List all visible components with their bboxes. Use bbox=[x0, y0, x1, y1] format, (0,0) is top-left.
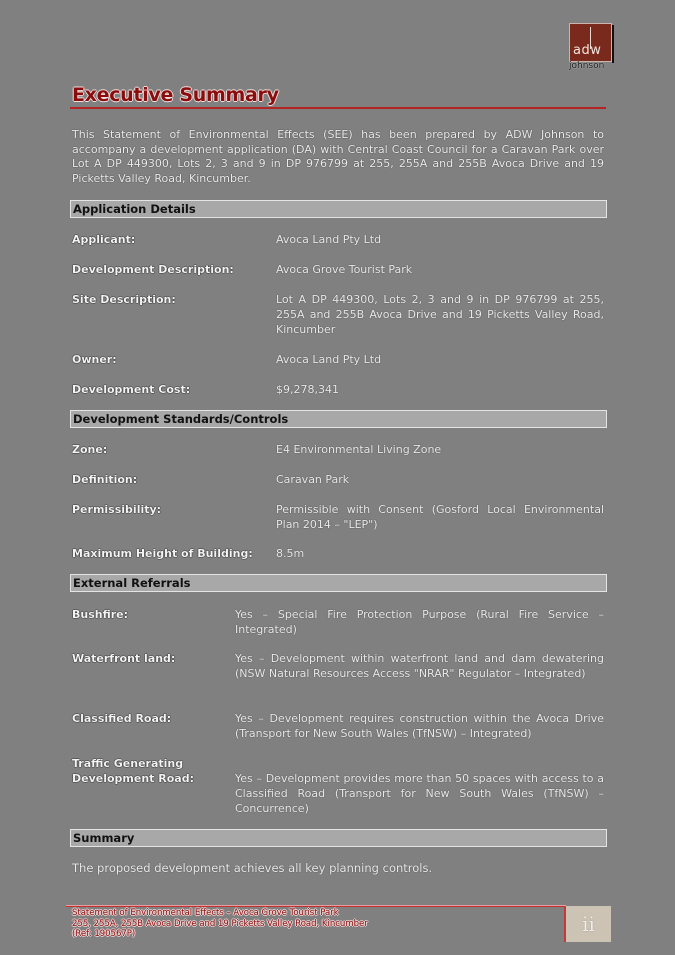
development-cost-value: $9,278,341 bbox=[276, 383, 339, 396]
waterfront-land-value: Yes – Development within waterfront land and dam dewatering (NSW Natural Resources Access "NRAR" Regulator – Integrated) bbox=[235, 652, 604, 680]
permissibility-label: Permissibility: bbox=[72, 503, 162, 516]
definition-label: Definition: bbox=[72, 473, 138, 486]
traffic-generating-value: Yes – Development provides more than 50 spaces with access to a Classified Road (Transport for New South Wales (TfNSW) – Concurrence) bbox=[235, 772, 604, 815]
site-description-value: Lot A DP 449300, Lots 2, 3 and 9 in DP 976799 at 255, 255A and 255B Avoca Drive and 19 Picketts Valley Road, Kincumber bbox=[276, 293, 604, 336]
title-divider bbox=[70, 107, 606, 109]
applicant-label: Applicant: bbox=[72, 233, 136, 246]
max-height-label: Maximum Height of Building: bbox=[72, 547, 253, 560]
zone-label: Zone: bbox=[72, 443, 108, 456]
intro-paragraph: This Statement of Environmental Effects (SEE) has been prepared by ADW Johnson to accompany a development application (DA) with Central Coast Council for a Caravan Park over Lot A DP 449300, Lots 2, 3 and 9 in DP 976799 at 255, 255A and 255B Avoca Drive and 19 Picketts Valley Road, Kincumber. bbox=[72, 128, 604, 185]
applicant-value: Avoca Land Pty Ltd bbox=[276, 233, 382, 246]
footer-line-2: 255, 255A, 255B Avoca Drive and 19 Picketts Valley Road, Kincumber bbox=[72, 918, 368, 929]
section-header-external-referrals: External Referrals bbox=[70, 574, 607, 592]
max-height-value: 8.5m bbox=[276, 547, 305, 560]
footer-line-1: Statement of Environmental Effects – Avoca Grove Tourist Park bbox=[72, 908, 339, 918]
logo-wordmark: johnson bbox=[569, 61, 605, 71]
zone-value: E4 Environmental Living Zone bbox=[276, 443, 442, 456]
section-header-summary: Summary bbox=[70, 829, 607, 847]
owner-value: Avoca Land Pty Ltd bbox=[276, 353, 382, 366]
bushfire-label: Bushfire: bbox=[72, 608, 129, 621]
site-description-label: Site Description: bbox=[72, 293, 176, 306]
permissibility-value: Permissible with Consent (Gosford Local Environmental Plan 2014 – "LEP") bbox=[276, 503, 604, 531]
owner-label: Owner: bbox=[72, 353, 117, 366]
section-header-development-standards: Development Standards/Controls bbox=[70, 410, 607, 428]
page-title: Executive Summary bbox=[72, 84, 279, 106]
section-header-application-details: Application Details bbox=[70, 200, 607, 218]
development-description-label: Development Description: bbox=[72, 263, 234, 276]
footer-text bbox=[72, 908, 368, 940]
logo-edge bbox=[612, 25, 614, 63]
company-logo bbox=[569, 23, 614, 71]
classified-road-value: Yes – Development requires construction within the Avoca Drive (Transport for New South Wales (TfNSW) – Integrated) bbox=[235, 712, 604, 740]
summary-text: The proposed development achieves all key planning controls. bbox=[72, 861, 433, 875]
definition-value: Caravan Park bbox=[276, 473, 350, 486]
footer-line-3: (Ref: 190567P) bbox=[72, 929, 136, 939]
development-cost-label: Development Cost: bbox=[72, 383, 191, 396]
traffic-generating-label-line1: Traffic Generating bbox=[72, 757, 184, 770]
development-description-value: Avoca Grove Tourist Park bbox=[276, 263, 413, 276]
logo-mark bbox=[569, 23, 612, 62]
page-number: ii bbox=[582, 912, 595, 936]
page-number-box bbox=[564, 906, 611, 942]
footer-divider-accent bbox=[66, 906, 566, 907]
classified-road-label: Classified Road: bbox=[72, 712, 172, 725]
logo-mark-text: adw bbox=[573, 43, 602, 58]
bushfire-value: Yes – Special Fire Protection Purpose (Rural Fire Service – Integrated) bbox=[235, 608, 604, 636]
traffic-generating-label-line2: Development Road: bbox=[72, 772, 194, 785]
waterfront-land-label: Waterfront land: bbox=[72, 652, 176, 665]
